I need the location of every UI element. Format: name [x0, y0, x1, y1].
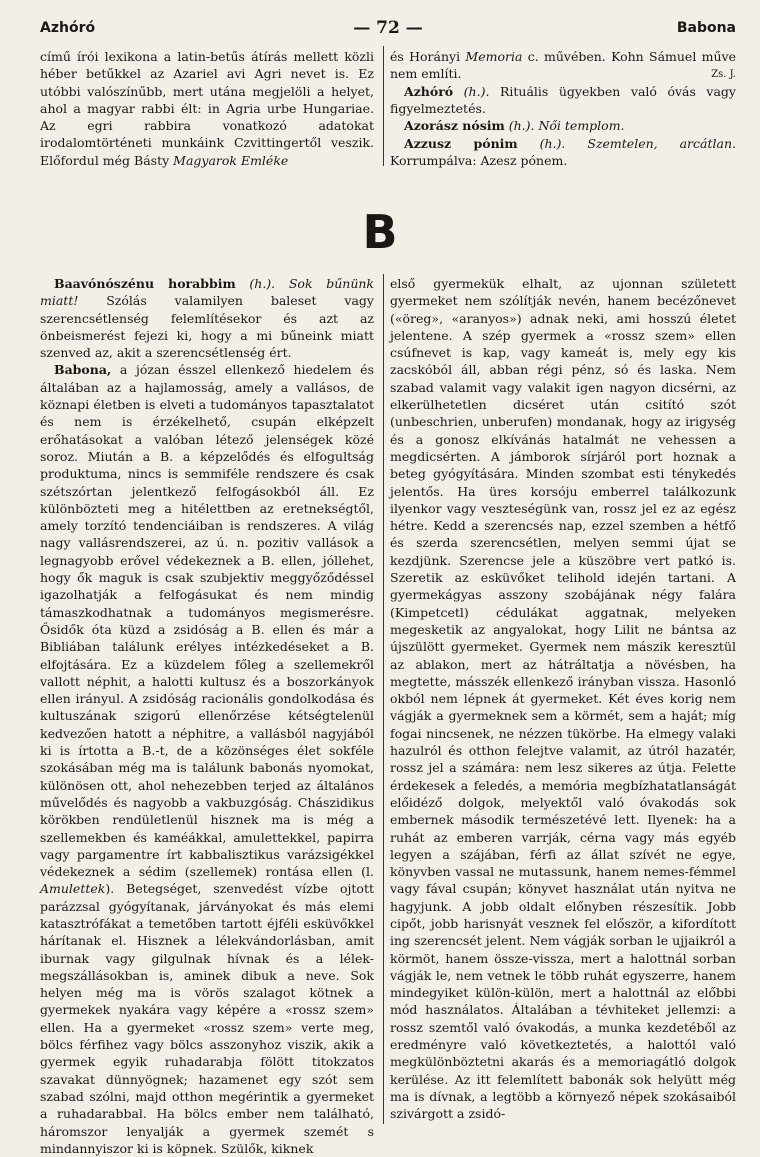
- entry-azorasz-nosim: Azorász nósim (h.). Női templom.: [404, 118, 625, 134]
- header-left-term: Azhóró: [40, 20, 96, 36]
- babona-continued: első gyermekük elhalt, az ujonnan született gyermeket nem szólítják nevén, hanem becézőnevet («öreg», «aranyos») adnak neki, ami hosszú életet jelentene. A szép gyermek a «rossz szem» ellen csúfnevet is kap, vagy kameát is, mely egy kis zacskóból áll, abban régi pénz, só és laska. Nem szabad valamit vagy valakit igen nagyon dicsérni, az elkerülhetetlen dicséret után csitító szót (unbeschrien, unberufen) mondanak, hogy az irigység és a gonosz elkívánás hatalmát ne vehessen a megdicsérten. A jámborok sírjáról port hoznak a beteg gyógyítására. Minden szombat esti ténykedés jelentős. Ha üres korsóju emberrel találkozunk ilyenkor vagy veszteségünk van, rossz jel ez az egész hétre. Kedd a szerencsés nap, ezzel szemben a hétfő és szerda szerencsétlen, melyen semmi újat se kezdjünk. Szerencse jele a küszöbre vert patkó is. Szeretik az esküvőket telihold idején tartani. A gyermekágyas asszony szobájának négy falára (Kimpetcetl) cédulákat aggatnak, melyeken megesketik az angyalokat, hogy Lilit ne bántsa az újszülött gyermeket. Gyermek nem mászik keresztül az ablakon, mert az hátráltatja a növésben, ha megtette, másszék ellenkező irányban vissza. Hasonló okból nem lépnek át gyermeket. Két éves korig nem vágják a gyermeknek sem a körmét, sem a haját; míg fogai nincsenek, ne nézzen tükörbe. Ha elmegy valaki hazulról és otthon felejtve valamit, az útról hazatér, rossz jel a számára: nem lesz sikeres az útja. Felette érdekesek a feledés, a memória megbízhatatlanságát előidéző dolgok, melyektől való óvakodás sok embernek második természetévé lett. Ilyenek: ha a ruhát az emberen varrják, cérna vagy más egyéb legyen a szájában, férfi az állat szívét ne egye, könyvben vassal ne mutassunk, hanem nemes-fémmel vagy fával csupán; könyvet használat után nyitva ne hagyjunk. A jobb oldalt előnyben részesítik. Jobb cipőt, jobb harisnyát vesznek fel először, a kifordított ing szerencsét jelent. Nem vágják sorban le ujjaikról a körmöt, hanem össze-vissza, mert a halottnál sorban vágják le, nem vetnek le több ruhát egyszerre, hanem mindegyiket külön-külön, mert a halottnál az előbbi mód használatos. Általában a tévhiteket jellemzi: a rossz szemtől való óvakodás, a munka kezdetéből az eredményre való következtetés, a halottól való megkülönböztetni akarás és a memoriagátló dolgok kerülése. Az itt felemlített babonák sok helyütt még ma is dívnak, a legtöbb a környező népek szokásaiból szivárgott a zsidó-: [390, 276, 736, 1122]
- column-divider-top: [383, 46, 384, 166]
- page-number: — 72 —: [353, 18, 423, 38]
- bottom-right-column: [390, 275, 736, 1123]
- column-divider-bottom: [383, 274, 384, 1124]
- top-right-column: [390, 48, 736, 169]
- entry-baavonoszenu: Baavónószénu horabbim (h.). Sok bűnünk miatt! Szólás valamilyen baleset vagy szerencsétlenség felemlítésekor és azt az önbeismerést fejezi ki, hogy a mi bűneink miatt szenved az, akit a szerencsétlenség ért.: [40, 276, 374, 361]
- top-left-column: [40, 48, 374, 169]
- header-right-term: Babona: [676, 20, 736, 36]
- section-letter: B: [362, 205, 398, 259]
- continued-paragraph: [40, 48, 374, 169]
- entry-azzusz-ponim: Azzusz pónim (h.). Szemtelen, arcátlan. Korrumpálva: Azesz pónem.: [390, 135, 736, 169]
- author-signature: Zs. J.: [711, 68, 736, 80]
- continued-paragraph-end: és Horányi Memoria c. művében. Kohn Sámuel műve nem említi.: [390, 49, 736, 82]
- entry-babona: Babona, a józan ésszel ellenkező hiedelem és általában az a hajlamosság, amely a vallásos, de köznapi életben is elveti a tudományos tapasztalatot és nem is érzékelhető, csupán elképzelt erőhatásokat a valóban létező jelenségek közé soroz. Miután a B. a képzelődés és elfogultság produktuma, nincs is semmiféle rendszere és csak szétszórtan jelentkező felfogásokból áll. Ez különbözteti meg a hitélettben az eretnekségtől, amely torzító tendenciáiban is rendszeres. A világ nagy vallásrendszerei, az ú. n. pozitiv vallások a legnagyobb erővel védekeznek a B. ellen, jóllehet, hogy ők maguk is csak szubjektiv meggyőződéssel igazolhatják a felfogásukat és nem mindig támaszkodhatnak a tudományos megismerésre. Ősidők óta küzd a zsidóság a B. ellen és már a Bibliában találunk erélyes intézkedéseket a B. elfojtására. Ez a küzdelem főleg a szellemekről vallott néphit, a halotti kultusz és a boszorkányok ellen irányul. A zsidóság racionális gondolkodása és kultuszának szigorú ellenőrzése kétségtelenül kedvezően hatott a néphitre, a vallásból nagyjából ki is írtotta a B.-t, de a közönséges élet sokféle szokásában még ma is találunk babonás nyomokat, különösen ott, ahol nehezebben terjed az általános művelődés és nagyobb a vakbuzgóság. Chászidikus körökben rendületlenül hisznek ma is még a szellemekben és kaméákkal, amulettekkel, papirra vagy pargamentre írt kabbalisztikus varázsigékkel védekeznek a sédim (szellemek) rontása ellen (l. Amulettek). Betegséget, szenvedést vízbe ojtott parázzsal gyógyítanak, járványokat és más elemi katasztrófákat a temetőben tartott éjféli esküvőkkel hárítanak el. Hisznek a lélekvándorlásban, amit iburnak vagy gilgulnak hívnak és a lélek-megszállásokban is, aminek dibuk a neve. Sok helyen még ma is vörös szalagot kötnek a gyermekek nyakára vagy képére a «rossz szem» ellen. Ha a gyermeket «rossz szem» verte meg, bölcs férfihez vagy bölcs asszonyhoz viszik, akik a gyermek egyik ruhadarabja fölött titokzatos szavakat dünnyögnek; hazamenet egy szót sem szabad szólni, majd otthon megérintik a gyermeket a ruhadarabbal. Ha bölcs ember nem található, háromszor lenyalják a gyermek szemét s mindannyiszor ki is köpnek. Szülők, kiknek: [40, 362, 374, 1156]
- bottom-left-column: [40, 275, 374, 1157]
- page-header: [40, 20, 736, 42]
- paragraph-text: című írói lexikona a latin-betűs átírás mellett közli héber betűkkel az Azariel avi Agri nevet is. Ez utóbbi valószínűbb, mert utána megjelöli a helyet, ahol a magyar rabbi élt: in Agria urbe Hungariae. Az egri rabbira vonatkozó adatokat irodalomtörténeti munkáink Czvittingertől veszik. Előfordul még Básty: [40, 49, 374, 168]
- italic-title: Magyarok Emléke: [173, 152, 289, 168]
- entry-azhoro: Azhóró (h.). Rituális ügyekben való óvás vagy figyelmeztetés.: [390, 83, 736, 117]
